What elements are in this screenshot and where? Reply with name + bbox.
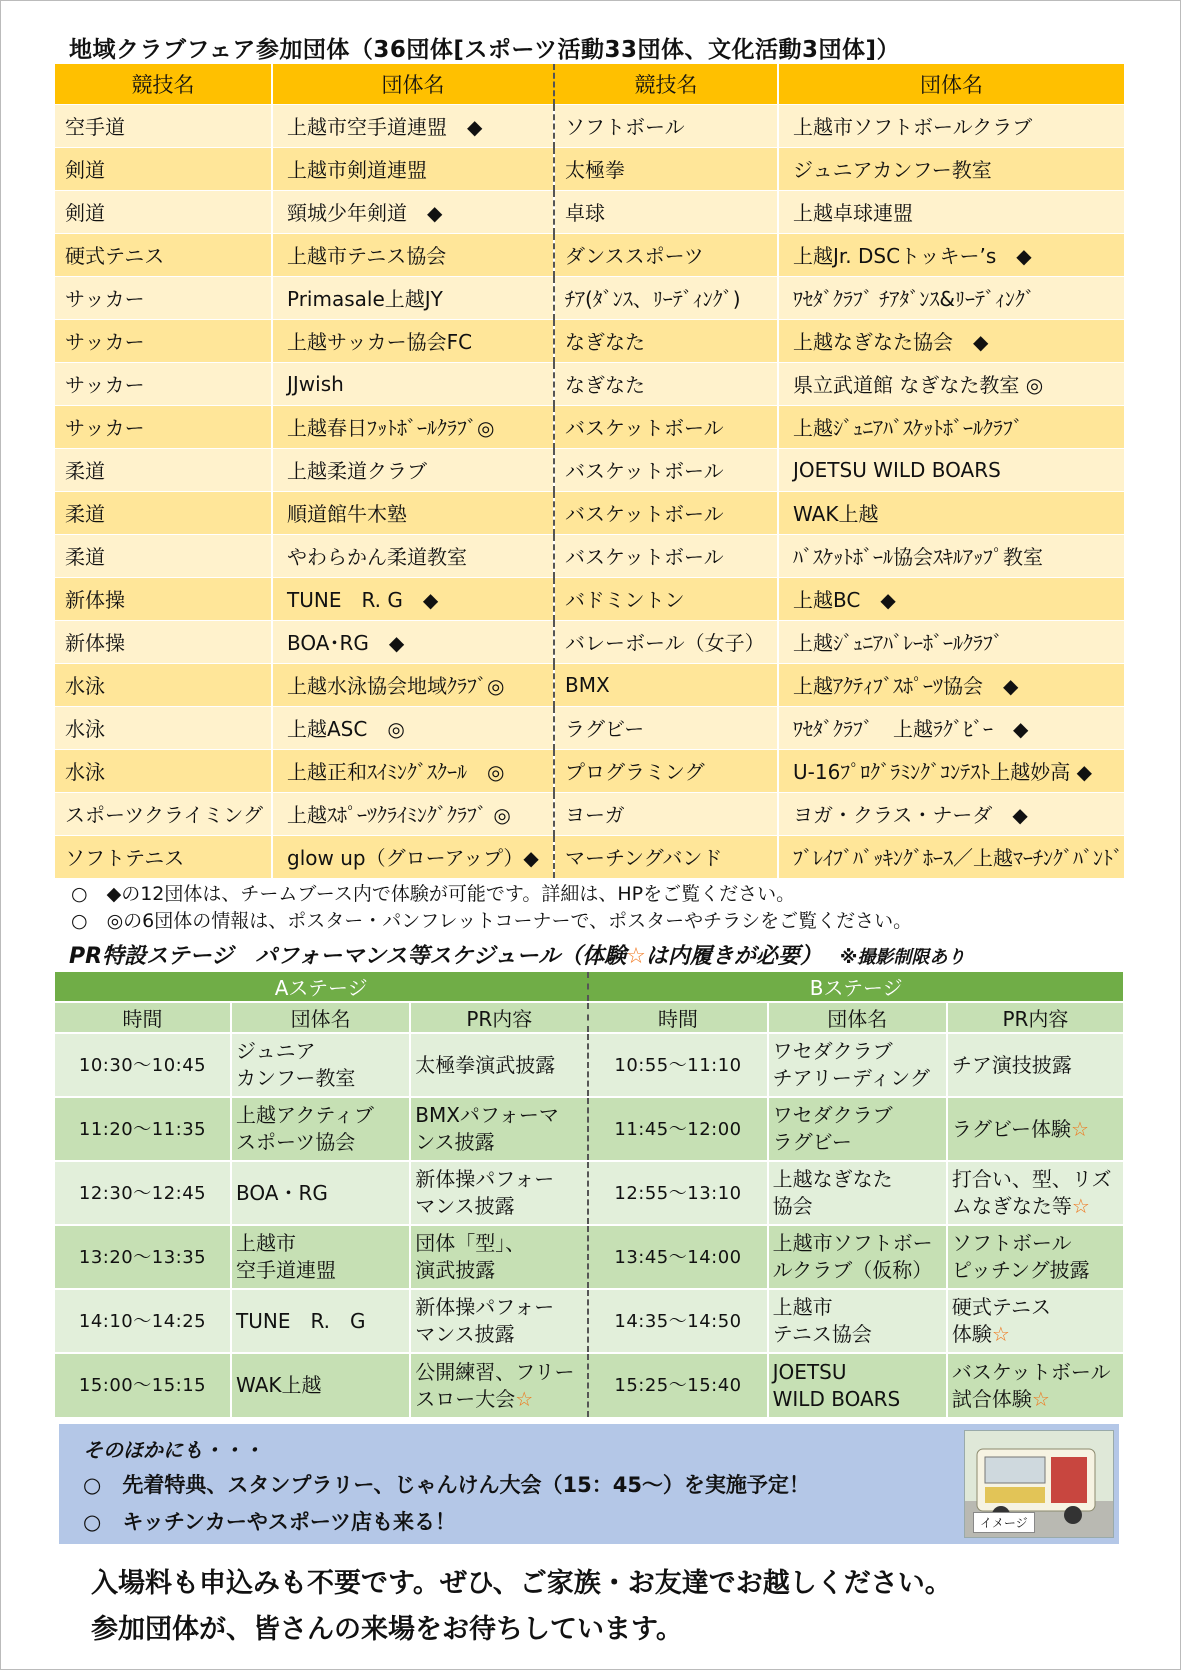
pr-cell: 打合い、型、リズ ムなぎなた等☆ (947, 1161, 1124, 1225)
club-cell: 上越市 テニス協会 (768, 1289, 947, 1353)
sport-cell: バスケットボール (554, 405, 778, 448)
club-cell: JJwish (272, 362, 554, 405)
pr-cell: 新体操パフォー マンス披露 (410, 1161, 588, 1225)
clubs-title: 地域クラブフェア参加団体（36団体[スポーツ活動33団体、文化活動3団体]） (69, 37, 900, 63)
time-cell: 11:45～12:00 (588, 1097, 767, 1161)
sport-cell: マーチングバンド (554, 835, 778, 878)
header-sport: 競技名 (554, 64, 778, 104)
club-cell: BOA・RG (231, 1161, 410, 1225)
time-cell: 12:30～12:45 (55, 1161, 231, 1225)
time-cell: 14:35～14:50 (588, 1289, 767, 1353)
club-cell: 上越なぎなた 協会 (768, 1161, 947, 1225)
sport-cell: 硬式テニス (55, 233, 272, 276)
club-cell: 上越市テニス協会 (272, 233, 554, 276)
other-line: ○ キッチンカーやスポーツ店も来る！ (83, 1510, 457, 1534)
sport-cell: サッカー (55, 362, 272, 405)
club-cell: 上越柔道クラブ (272, 448, 554, 491)
sport-cell: BMX (554, 663, 778, 706)
clubs-header-row (55, 64, 1125, 104)
pr-cell: 新体操パフォー マンス披露 (410, 1289, 588, 1353)
club-row (55, 706, 1125, 749)
sub-header-time: 時間 (588, 1002, 767, 1033)
sport-cell: ダンススポーツ (554, 233, 778, 276)
sport-cell: ヨーガ (554, 792, 778, 835)
sport-cell: スポーツクライミング (55, 792, 272, 835)
club-cell: ワセダクラブ チアリーディング (768, 1033, 947, 1097)
pr-cell: 団体「型」、 演武披露 (410, 1225, 588, 1289)
schedule-table (55, 972, 1125, 1417)
club-cell: 上越ASC ◎ (272, 706, 554, 749)
club-row (55, 147, 1125, 190)
sport-cell: 太極拳 (554, 147, 778, 190)
club-row (55, 663, 1125, 706)
time-cell: 14:10～14:25 (55, 1289, 231, 1353)
schedule-title (69, 939, 965, 970)
time-cell: 13:20～13:35 (55, 1225, 231, 1289)
sport-cell: プログラミング (554, 749, 778, 792)
star-icon: ☆ (515, 1386, 534, 1411)
club-cell: JOETSU WILD BOARS (778, 448, 1125, 491)
sport-cell: サッカー (55, 319, 272, 362)
club-cell: やわらかん柔道教室 (272, 534, 554, 577)
sport-cell: バレーボール（女子） (554, 620, 778, 663)
pr-cell: ラグビー体験☆ (947, 1097, 1124, 1161)
club-cell: 上越市剣道連盟 (272, 147, 554, 190)
time-cell: 12:55～13:10 (588, 1161, 767, 1225)
time-cell: 13:45～14:00 (588, 1225, 767, 1289)
sport-cell: 空手道 (55, 104, 272, 147)
sport-cell: ﾁｱ(ﾀﾞﾝｽ、ﾘｰﾃﾞｨﾝｸﾞ) (554, 276, 778, 319)
star-icon: ☆ (1071, 1194, 1090, 1218)
club-cell: ﾊﾞｽｹｯﾄﾎﾞｰﾙ協会ｽｷﾙｱｯﾌﾟ教室 (778, 534, 1125, 577)
sport-cell: バスケットボール (554, 491, 778, 534)
sub-header-time: 時間 (55, 1002, 231, 1033)
club-cell: JOETSU WILD BOARS (768, 1353, 947, 1417)
schedule-row (55, 1097, 1124, 1161)
club-cell: 上越卓球連盟 (778, 190, 1125, 233)
sub-header-pr: PR内容 (947, 1002, 1124, 1033)
sport-cell: 水泳 (55, 706, 272, 749)
sport-cell: なぎなた (554, 319, 778, 362)
closing-message (91, 1561, 952, 1653)
club-cell: 県立武道館 なぎなた教室 ◎ (778, 362, 1125, 405)
club-cell: 順道館牛木塾 (272, 491, 554, 534)
stage-b-header: Bステージ (588, 972, 1124, 1002)
pr-cell: 太極拳演武披露 (410, 1033, 588, 1097)
sport-cell: バドミントン (554, 577, 778, 620)
club-cell: BOA･RG ◆ (272, 620, 554, 663)
pr-cell: バスケットボール 試合体験☆ (947, 1353, 1124, 1417)
star-icon: ☆ (1071, 1116, 1089, 1141)
sub-header-pr: PR内容 (410, 1002, 588, 1033)
pr-cell: BMXパフォーマ ンス披露 (410, 1097, 588, 1161)
other-line: ○ 先着特典、スタンプラリー、じゃんけん大会（15：45～）を実施予定！ (83, 1473, 810, 1497)
time-cell: 10:30～10:45 (55, 1033, 231, 1097)
club-cell: Primasale上越JY (272, 276, 554, 319)
sport-cell: バスケットボール (554, 534, 778, 577)
header-club: 団体名 (778, 64, 1125, 104)
sport-cell: バスケットボール (554, 448, 778, 491)
note-line: ○ ◆の12団体は、チームブース内で体験が可能です。詳細は、HPをご覧ください。 (71, 883, 796, 905)
schedule-title-main: PR特設ステージ パフォーマンス等スケジュール（体験 (69, 944, 627, 969)
club-row (55, 491, 1125, 534)
club-row (55, 835, 1125, 878)
header-club: 団体名 (272, 64, 554, 104)
club-cell: 上越アクティブ スポーツ協会 (231, 1097, 410, 1161)
club-cell: 上越市ソフトボールクラブ (778, 104, 1125, 147)
time-cell: 15:25～15:40 (588, 1353, 767, 1417)
stage-a-header: Aステージ (55, 972, 588, 1002)
club-cell: 上越ｼﾞｭﾆｱﾊﾞﾚｰﾎﾞｰﾙｸﾗﾌﾞ (778, 620, 1125, 663)
pr-cell: ソフトボール ピッチング披露 (947, 1225, 1124, 1289)
star-icon: ☆ (991, 1322, 1010, 1346)
club-row (55, 577, 1125, 620)
club-row (55, 233, 1125, 276)
sport-cell: ラグビー (554, 706, 778, 749)
header-sport: 競技名 (55, 64, 272, 104)
closing-line: 入場料も申込みも不要です。ぜひ、ご家族・お友達でお越しください。 (91, 1568, 952, 1599)
club-row (55, 104, 1125, 147)
closing-line: 参加団体が、皆さんの来場をお待ちしています。 (91, 1614, 683, 1645)
club-cell: 上越正和ｽｲﾐﾝｸﾞｽｸｰﾙ ◎ (272, 749, 554, 792)
club-cell: 上越なぎなた協会 ◆ (778, 319, 1125, 362)
club-cell: TUNE R. G (231, 1289, 410, 1353)
time-cell: 11:20～11:35 (55, 1097, 231, 1161)
time-cell: 10:55～11:10 (588, 1033, 767, 1097)
star-icon: ☆ (626, 944, 646, 969)
sport-cell: 柔道 (55, 534, 272, 577)
other-title: そのほかにも・・・ (83, 1438, 263, 1462)
sub-header-club: 団体名 (231, 1002, 410, 1033)
club-cell: 上越ｽﾎﾟｰﾂｸﾗｲﾐﾝｸﾞｸﾗﾌﾞ ◎ (272, 792, 554, 835)
sport-cell: 新体操 (55, 577, 272, 620)
pr-cell: 公開練習、フリー スロー大会☆ (410, 1353, 588, 1417)
schedule-row (55, 1225, 1124, 1289)
time-cell: 15:00～15:15 (55, 1353, 231, 1417)
note-line: ○ ◎の6団体の情報は、ポスター・パンフレットコーナーで、ポスターやチラシをご覧ください。 (71, 910, 913, 932)
kitchen-car-photo (964, 1430, 1114, 1538)
club-cell: 上越市 空手道連盟 (231, 1225, 410, 1289)
sport-cell: サッカー (55, 405, 272, 448)
sport-cell: 柔道 (55, 491, 272, 534)
club-cell: 上越ｼﾞｭﾆｱﾊﾞｽｹｯﾄﾎﾞｰﾙｸﾗﾌﾞ (778, 405, 1125, 448)
club-row (55, 749, 1125, 792)
club-cell: glow up（グローアップ）◆ (272, 835, 554, 878)
star-icon: ☆ (1031, 1386, 1050, 1411)
club-row (55, 620, 1125, 663)
notes (71, 881, 912, 935)
club-row (55, 405, 1125, 448)
sport-cell: サッカー (55, 276, 272, 319)
club-cell: 上越市ソフトボー ルクラブ（仮称） (768, 1225, 947, 1289)
sport-cell: 卓球 (554, 190, 778, 233)
club-row (55, 792, 1125, 835)
club-cell: 上越ｱｸﾃｨﾌﾞｽﾎﾟｰﾂ協会 ◆ (778, 663, 1125, 706)
photo-caption: イメージ (973, 1512, 1035, 1533)
sport-cell: 剣道 (55, 147, 272, 190)
club-row (55, 276, 1125, 319)
sport-cell: 新体操 (55, 620, 272, 663)
club-cell: 上越水泳協会地域ｸﾗﾌﾞ◎ (272, 663, 554, 706)
club-cell: ﾜｾﾀﾞｸﾗﾌﾞ 上越ﾗｸﾞﾋﾞｰ ◆ (778, 706, 1125, 749)
sport-cell: ソフトボール (554, 104, 778, 147)
club-cell: ジュニア カンフー教室 (231, 1033, 410, 1097)
pr-cell: チア演技披露 (947, 1033, 1124, 1097)
sport-cell: 水泳 (55, 749, 272, 792)
club-cell: 頸城少年剣道 ◆ (272, 190, 554, 233)
club-cell: 上越サッカー協会FC (272, 319, 554, 362)
schedule-row (55, 1353, 1124, 1417)
club-cell: ﾜｾﾀﾞｸﾗﾌﾞ ﾁｱﾀﾞﾝｽ&ﾘｰﾃﾞｨﾝｸﾞ (778, 276, 1125, 319)
clubs-table (55, 64, 1126, 878)
club-row (55, 362, 1125, 405)
club-cell: 上越BC ◆ (778, 577, 1125, 620)
club-row (55, 190, 1125, 233)
club-cell: ジュニアカンフー教室 (778, 147, 1125, 190)
schedule-row (55, 1161, 1124, 1225)
club-cell: 上越春日ﾌｯﾄﾎﾞｰﾙｸﾗﾌﾞ◎ (272, 405, 554, 448)
sport-cell: 柔道 (55, 448, 272, 491)
club-cell: TUNE R. G ◆ (272, 577, 554, 620)
club-cell: 上越Jr. DSCトッキー’s ◆ (778, 233, 1125, 276)
pr-cell: 硬式テニス 体験☆ (947, 1289, 1124, 1353)
club-cell: 上越市空手道連盟 ◆ (272, 104, 554, 147)
club-cell: ﾌﾞﾚｲﾌﾞﾊﾞｯｷﾝｸﾞﾎｰｽ／上越ﾏｰﾁﾝｸﾞﾊﾞﾝﾄﾞ (778, 835, 1125, 878)
club-row (55, 448, 1125, 491)
club-row (55, 534, 1125, 577)
sub-header-club: 団体名 (768, 1002, 947, 1033)
other-box (59, 1424, 1119, 1544)
sport-cell: 剣道 (55, 190, 272, 233)
schedule-row (55, 1033, 1124, 1097)
club-cell: ヨガ・クラス・ナーダ ◆ (778, 792, 1125, 835)
club-cell: WAK上越 (778, 491, 1125, 534)
schedule-row (55, 1289, 1124, 1353)
sport-cell: ソフトテニス (55, 835, 272, 878)
sport-cell: 水泳 (55, 663, 272, 706)
schedule-title-end: は内履きが必要） (645, 944, 822, 969)
schedule-title-note: ※撮影制限あり (839, 947, 966, 968)
club-cell: WAK上越 (231, 1353, 410, 1417)
club-row (55, 319, 1125, 362)
club-cell: ワセダクラブ ラグビー (768, 1097, 947, 1161)
sport-cell: なぎなた (554, 362, 778, 405)
club-cell: U-16ﾌﾟﾛｸﾞﾗﾐﾝｸﾞｺﾝﾃｽﾄ上越妙高 ◆ (778, 749, 1125, 792)
